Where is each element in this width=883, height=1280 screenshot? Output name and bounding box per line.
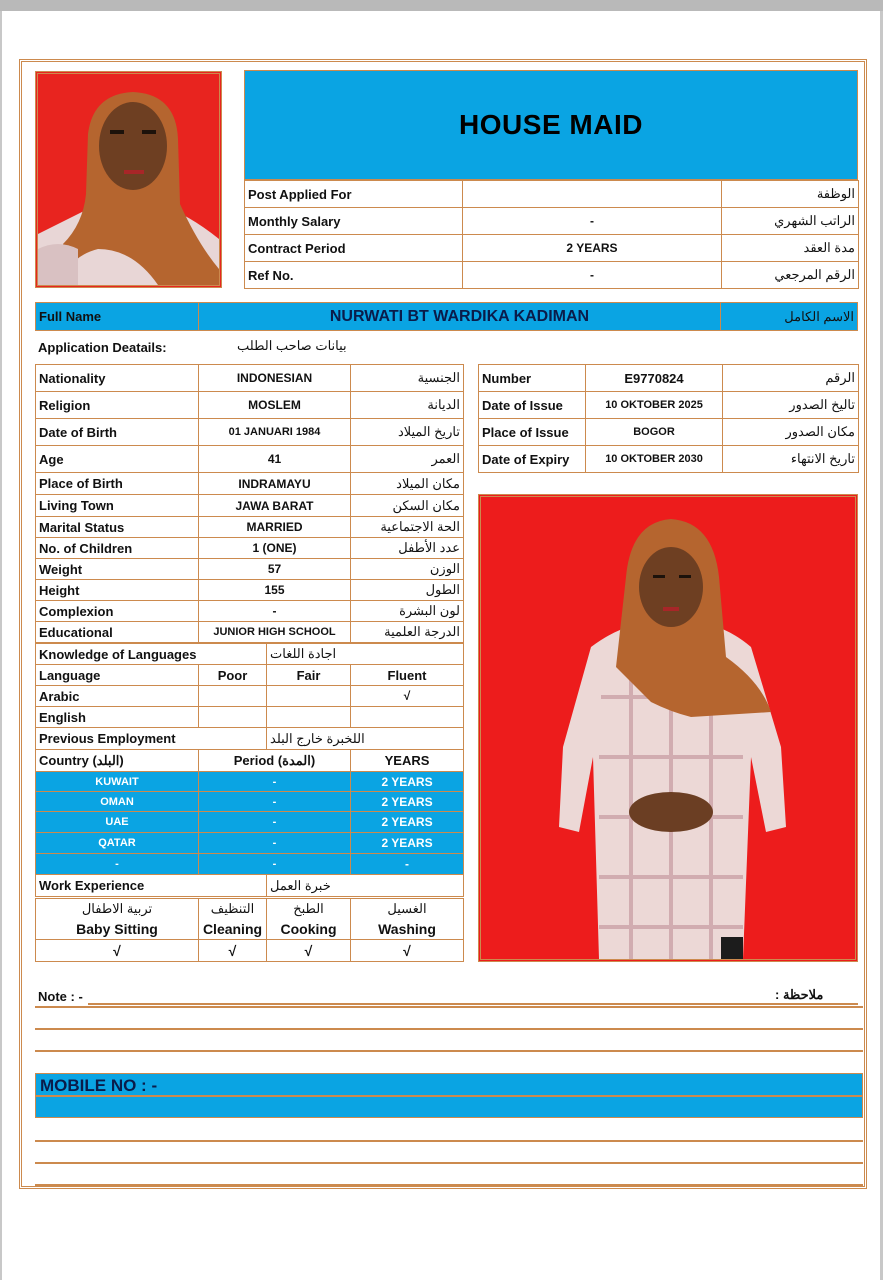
job-label-ar: الراتب الشهري (722, 208, 859, 235)
personal-row (36, 517, 464, 538)
personal-row (36, 559, 464, 580)
language-name: Arabic (36, 686, 199, 707)
passport-row (479, 446, 859, 473)
personal-value: 1 (ONE) (199, 538, 351, 559)
skill-ar-row (36, 899, 464, 920)
passport-label-ar: تاريخ الانتهاء (723, 446, 859, 473)
passport-row (479, 365, 859, 392)
note-line (35, 1050, 863, 1052)
passport-table (478, 364, 859, 473)
personal-label: No. of Children (36, 538, 199, 559)
personal-row (36, 622, 464, 643)
personal-value: INDRAMAYU (199, 473, 351, 495)
personal-label: Marital Status (36, 517, 199, 538)
personal-value: JAWA BARAT (199, 495, 351, 517)
full-name-label: Full Name (36, 303, 199, 331)
personal-label: Educational (36, 622, 199, 643)
job-table (244, 180, 859, 289)
personal-label-ar: الجنسية (351, 365, 464, 392)
full-name-label-ar: الاسم الكامل (721, 303, 858, 331)
employment-row (36, 854, 464, 875)
personal-label: Date of Birth (36, 419, 199, 446)
job-value (463, 181, 722, 208)
job-label: Ref No. (245, 262, 463, 289)
language-row (36, 686, 464, 707)
skill-mark: √ (351, 940, 464, 962)
job-row (245, 235, 859, 262)
job-value: 2 YEARS (463, 235, 722, 262)
personal-table (35, 364, 464, 643)
personal-label: Weight (36, 559, 199, 580)
passport-row (479, 392, 859, 419)
personal-label: Age (36, 446, 199, 473)
language-poor (199, 686, 267, 707)
footer-line (35, 1184, 863, 1186)
employment-years: 2 YEARS (351, 772, 464, 792)
personal-row (36, 601, 464, 622)
personal-row (36, 580, 464, 601)
language-fair (267, 707, 351, 728)
portrait-illustration (38, 74, 219, 285)
personal-label: Living Town (36, 495, 199, 517)
personal-label: Religion (36, 392, 199, 419)
personal-label-ar: الوزن (351, 559, 464, 580)
personal-label-ar: مكان الميلاد (351, 473, 464, 495)
application-details-label-ar: بيانات صاحب الطلب (237, 338, 347, 353)
mobile-divider (36, 1095, 862, 1097)
footer-line (35, 1140, 863, 1142)
employment-title: Previous Employment (36, 728, 267, 750)
note-line (35, 1006, 863, 1008)
languages-title: Knowledge of Languages (36, 644, 267, 665)
employment-period: - (199, 833, 351, 854)
work-title: Work Experience (36, 875, 267, 897)
languages-title-row (36, 644, 464, 665)
work-title-ar: خبرة العمل (267, 875, 464, 897)
personal-value: - (199, 601, 351, 622)
language-poor (199, 707, 267, 728)
note-label: Note : - (38, 989, 83, 1004)
mobile-bar (35, 1073, 863, 1118)
employment-row (36, 792, 464, 812)
employment-years: 2 YEARS (351, 792, 464, 812)
personal-value: MARRIED (199, 517, 351, 538)
employment-country: UAE (36, 812, 199, 833)
employment-country: QATAR (36, 833, 199, 854)
job-row (245, 181, 859, 208)
work-skills-table (35, 898, 464, 962)
passport-value: 10 OKTOBER 2025 (586, 392, 723, 419)
passport-label-ar: تاليخ الصدور (723, 392, 859, 419)
skill-mark: √ (267, 940, 351, 962)
job-label-ar: مدة العقد (722, 235, 859, 262)
job-row (245, 262, 859, 289)
personal-label-ar: العمر (351, 446, 464, 473)
employment-row (36, 772, 464, 792)
skill-ar: التنظيف (199, 899, 267, 920)
personal-label-ar: الحة الاجتماعية (351, 517, 464, 538)
personal-label-ar: مكان السكن (351, 495, 464, 517)
personal-label-ar: الطول (351, 580, 464, 601)
skill-mark: √ (36, 940, 199, 962)
passport-label: Date of Issue (479, 392, 586, 419)
skill-en: Washing (351, 920, 464, 940)
mobile-label: MOBILE NO : - (40, 1076, 158, 1095)
passport-value: 10 OKTOBER 2030 (586, 446, 723, 473)
personal-label-ar: الديانة (351, 392, 464, 419)
passport-value: BOGOR (586, 419, 723, 446)
personal-row (36, 473, 464, 495)
skill-ar: الغسيل (351, 899, 464, 920)
employment-country: - (36, 854, 199, 875)
skill-en: Cleaning (199, 920, 267, 940)
personal-label: Complexion (36, 601, 199, 622)
passport-row (479, 419, 859, 446)
skill-en: Baby Sitting (36, 920, 199, 940)
employment-row (36, 833, 464, 854)
left-edge (0, 11, 2, 1280)
job-label: Contract Period (245, 235, 463, 262)
years-header: YEARS (351, 750, 464, 772)
poor-header: Poor (199, 665, 267, 686)
passport-label: Place of Issue (479, 419, 586, 446)
language-fair (267, 686, 351, 707)
personal-label-ar: تاريخ الميلاد (351, 419, 464, 446)
page-title: HOUSE MAID (244, 70, 858, 180)
language-name: English (36, 707, 199, 728)
personal-label-ar: عدد الأطفل (351, 538, 464, 559)
job-label-ar: الرقم المرجعي (722, 262, 859, 289)
passport-value: E9770824 (586, 365, 723, 392)
language-fluent (351, 707, 464, 728)
employment-period: - (199, 792, 351, 812)
footer-line (35, 1162, 863, 1164)
skill-mark: √ (199, 940, 267, 962)
employment-period: - (199, 854, 351, 875)
employment-years: 2 YEARS (351, 812, 464, 833)
passport-label: Date of Expiry (479, 446, 586, 473)
personal-row (36, 538, 464, 559)
skill-en: Cooking (267, 920, 351, 940)
language-fluent: √ (351, 686, 464, 707)
personal-value: 155 (199, 580, 351, 601)
languages-title-ar: اجادة اللغات (267, 644, 464, 665)
employment-period: - (199, 772, 351, 792)
employment-row (36, 812, 464, 833)
skills-table (35, 643, 464, 897)
job-label: Post Applied For (245, 181, 463, 208)
full-name-value: NURWATI BT WARDIKA KADIMAN (199, 303, 721, 331)
job-value: - (463, 208, 722, 235)
application-details-label: Application Deatails: (38, 340, 167, 355)
skill-mark-row (36, 940, 464, 962)
personal-row (36, 365, 464, 392)
period-header: Period (المدة) (199, 750, 351, 772)
job-row (245, 208, 859, 235)
employment-years: 2 YEARS (351, 833, 464, 854)
personal-label: Height (36, 580, 199, 601)
personal-row (36, 495, 464, 517)
fair-header: Fair (267, 665, 351, 686)
full-name-bar (35, 302, 858, 331)
personal-row (36, 419, 464, 446)
employment-header-row (36, 750, 464, 772)
personal-row (36, 392, 464, 419)
passport-label: Number (479, 365, 586, 392)
personal-label: Place of Birth (36, 473, 199, 495)
note-line (35, 1028, 863, 1030)
job-label: Monthly Salary (245, 208, 463, 235)
personal-value: JUNIOR HIGH SCHOOL (199, 622, 351, 643)
personal-label: Nationality (36, 365, 199, 392)
personal-label-ar: لون البشرة (351, 601, 464, 622)
passport-label-ar: مكان الصدور (723, 419, 859, 446)
top-strip (0, 0, 883, 11)
employment-title-ar: اللخبرة خارج البلد (267, 728, 464, 750)
portrait-photo (35, 71, 222, 288)
languages-header-row (36, 665, 464, 686)
personal-value: MOSLEM (199, 392, 351, 419)
job-label-ar: الوظفة (722, 181, 859, 208)
skill-ar: تربية الاطفال (36, 899, 199, 920)
work-title-row (36, 875, 464, 897)
personal-value: 41 (199, 446, 351, 473)
skill-ar: الطبخ (267, 899, 351, 920)
skill-en-row (36, 920, 464, 940)
employment-country: OMAN (36, 792, 199, 812)
personal-value: 01 JANUARI 1984 (199, 419, 351, 446)
fluent-header: Fluent (351, 665, 464, 686)
language-header: Language (36, 665, 199, 686)
personal-label-ar: الدرجة العلمية (351, 622, 464, 643)
country-header: Country (البلد) (36, 750, 199, 772)
note-label-ar: ملاحظة : (775, 987, 824, 1002)
employment-years: - (351, 854, 464, 875)
passport-label-ar: الرقم (723, 365, 859, 392)
employment-period: - (199, 812, 351, 833)
full-body-illustration (481, 497, 855, 959)
personal-row (36, 446, 464, 473)
employment-title-row (36, 728, 464, 750)
job-value: - (463, 262, 722, 289)
language-row (36, 707, 464, 728)
personal-value: INDONESIAN (199, 365, 351, 392)
personal-value: 57 (199, 559, 351, 580)
note-line (88, 1003, 858, 1005)
employment-country: KUWAIT (36, 772, 199, 792)
full-body-photo (478, 494, 858, 962)
